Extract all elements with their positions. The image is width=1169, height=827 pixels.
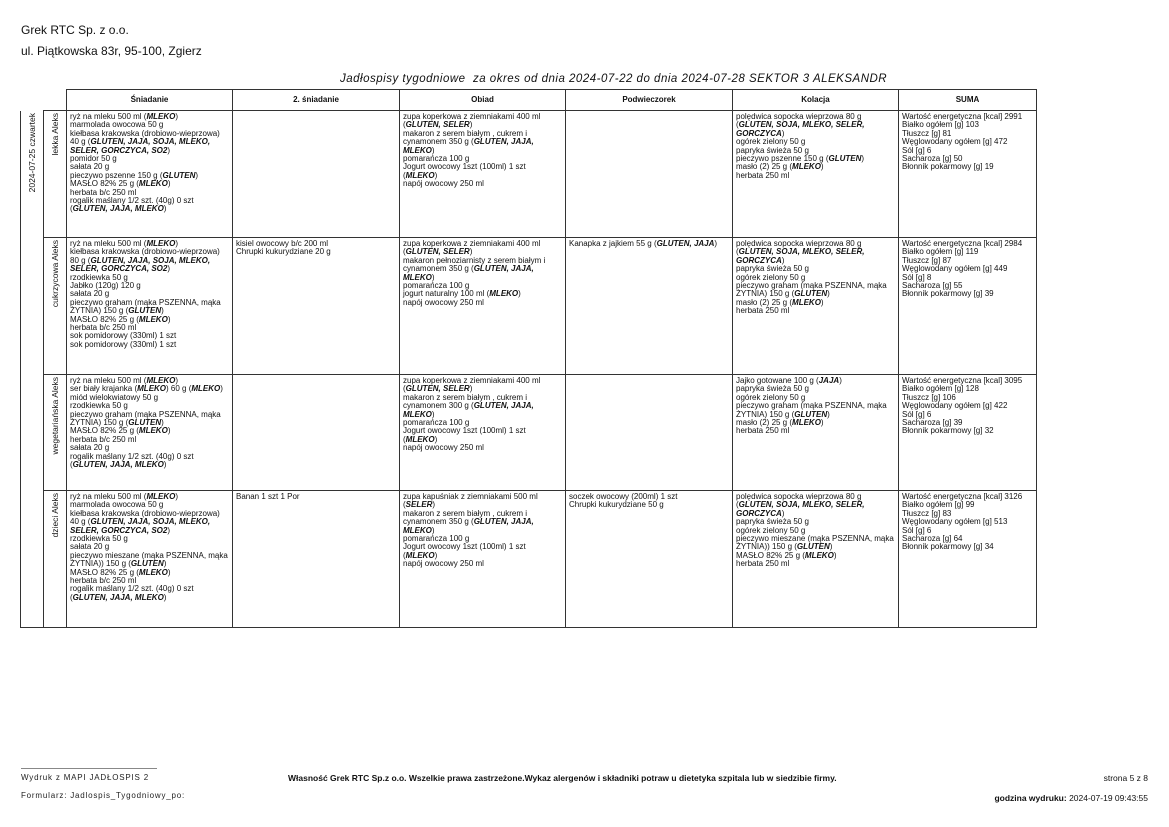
table-row	[21, 375, 1037, 491]
menu-item-line: napój owocowy 250 ml	[403, 443, 484, 453]
meal-cell-2-sniadanie	[233, 238, 400, 375]
menu-item-line: MLEKO)	[403, 525, 435, 535]
menu-item-line: masło (2) 25 g (MLEKO)	[736, 162, 824, 172]
menu-item-line: cynamonem 350 g (GLUTEN, JAJA,	[403, 517, 534, 527]
menu-item-line: ser biały krajanka (MLEKO) 60 g (MLEKO)	[70, 384, 223, 394]
menu-item-line: Tłuszcz [g] 83	[902, 508, 952, 518]
menu-item-line: Wartość energetyczna [kcal] 2984	[902, 239, 1023, 248]
menu-item-line: makaron pełnoziarnisty z serem białym i	[403, 255, 546, 265]
menu-item-line: herbata 250 ml	[736, 306, 790, 316]
menu-item-line: pomarańcza 100 g	[403, 281, 470, 291]
page-title: Jadłospisy tygodniowe za okres od dnia 2024-07-22 do dnia 2024-07-28 SEKTOR 3 ALEKSANDR	[340, 73, 888, 85]
menu-item-line: napój owocowy 250 ml	[403, 297, 484, 307]
diet-cell	[44, 375, 67, 491]
menu-item-line: MLEKO)	[403, 409, 435, 419]
menu-item-line: GORCZYCA)	[736, 128, 785, 138]
menu-item-line: papryka świeża 50 g	[736, 517, 809, 527]
menu-item-line: Chrupki kukurydziane 50 g	[569, 500, 664, 510]
menu-item-line: pomarańcza 100 g	[403, 534, 470, 544]
menu-item-line: GORCZYCA)	[736, 508, 785, 518]
menu-item-line: Sól [g] 6	[902, 525, 932, 535]
diet-cell	[44, 111, 67, 238]
menu-item-line: papryka świeża 50 g	[736, 264, 809, 274]
menu-item-line: Jogurt owocowy 1szt (100ml) 1 szt (MLEKO)	[403, 162, 526, 180]
menu-item-line: marmolada owocowa 50 g	[70, 120, 164, 130]
menu-item-line: Jajko gotowane 100 g (JAJA)	[736, 376, 842, 385]
menu-item-line: rogalik maślany 1/2 szt. (40g) 0 szt	[70, 584, 194, 594]
menu-item-line: herbata 250 ml	[736, 559, 790, 569]
menu-item-line: Białko ogółem [g] 128	[902, 384, 979, 394]
meal-cell-sniadanie	[67, 238, 233, 375]
menu-item-line: Sacharoza [g] 50	[902, 154, 963, 164]
menu-item-line: makaron z serem białym , cukrem i	[403, 128, 528, 138]
meal-cell-kolacja	[733, 238, 899, 375]
meal-cell-kolacja	[733, 111, 899, 238]
menu-item-line: sok pomidorowy (330ml) 1 szt	[70, 339, 177, 349]
menu-item-line: ŻYTNIA) 150 g (GLUTEN)	[736, 409, 830, 419]
menu-item-line: pieczywo graham (mąka PSZENNA, mąka	[70, 297, 221, 307]
menu-item-line: Sacharoza [g] 55	[902, 281, 963, 291]
column-header-kolacja: Kolacja	[733, 90, 899, 111]
menu-item-line: ryż na mleku 500 ml (MLEKO)	[70, 376, 179, 385]
menu-item-line: Węglowodany ogółem [g] 513	[902, 517, 1008, 527]
menu-item-line: Sól [g] 6	[902, 145, 932, 155]
menu-item-line: (GLUTEN, JAJA, MLEKO)	[70, 460, 167, 470]
menu-item-line: miód wielokwiatowy 50 g	[70, 392, 159, 402]
menu-item-line: Kanapka z jajkiem 55 g (GLUTEN, JAJA)	[569, 239, 718, 248]
menu-item-line: MLEKO)	[403, 272, 435, 282]
menu-item-line: kiełbasa krakowska (drobiowo-wieprzowa)	[70, 508, 220, 518]
menu-item-line: (SELER)	[403, 500, 436, 510]
menu-item-line: Sól [g] 6	[902, 409, 932, 419]
menu-item-line: Tłuszcz [g] 81	[902, 128, 952, 138]
menu-item-line: ryż na mleku 500 ml (MLEKO)	[70, 112, 179, 121]
company-address: ul. Piątkowska 83r, 95-100, Zgierz	[21, 44, 202, 58]
menu-item-line: MASŁO 82% 25 g (MLEKO)	[70, 179, 171, 189]
meal-cell-podwieczorek	[566, 238, 733, 375]
menu-item-line: pomarańcza 100 g	[403, 418, 470, 428]
menu-item-line: zupa kapuśniak z ziemniakami 500 ml	[403, 492, 538, 501]
menu-item-line: polędwica sopocka wieprzowa 80 g	[736, 239, 862, 248]
menu-item-line: ogórek zielony 50 g	[736, 137, 806, 147]
menu-item-line: soczek owocowy (200ml) 1 szt	[569, 492, 678, 501]
meal-cell-suma	[899, 238, 1037, 375]
column-header-podwieczorek: Podwieczorek	[566, 90, 733, 111]
menu-item-line: Wartość energetyczna [kcal] 3095	[902, 376, 1023, 385]
page-number: strona 5 z 8	[1103, 773, 1148, 783]
menu-item-line: Sacharoza [g] 64	[902, 534, 963, 544]
meal-cell-podwieczorek	[566, 491, 733, 628]
meal-cell-obiad	[400, 238, 566, 375]
menu-item-line: kiełbasa krakowska (drobiowo-wieprzowa)	[70, 128, 220, 138]
menu-item-line: MASŁO 82% 25 g (MLEKO)	[70, 314, 171, 324]
menu-item-line: napój owocowy 250 ml	[403, 559, 484, 569]
meal-cell-2-sniadanie	[233, 375, 400, 491]
column-header-sniadanie: Śniadanie	[67, 90, 233, 111]
meal-cell-2-sniadanie	[233, 491, 400, 628]
menu-item-line: (GLUTEN, SELER)	[403, 120, 473, 130]
diet-label: dzieci Aleks	[49, 493, 60, 538]
menu-item-line: makaron z serem białym , cukrem i	[403, 392, 528, 402]
footer-form-name: Formularz: Jadlospis_Tygodniowy_po:	[21, 791, 186, 800]
meal-cell-sniadanie	[67, 111, 233, 238]
menu-item-line: ryż na mleku 500 ml (MLEKO)	[70, 492, 179, 501]
menu-item-line: SELER, GORCZYCA, SO2)	[70, 145, 171, 155]
menu-item-line: MASŁO 82% 25 g (MLEKO)	[70, 567, 171, 577]
menu-item-line: herbata b/c 250 ml	[70, 434, 137, 444]
menu-item-line: herbata 250 ml	[736, 426, 790, 436]
menu-item-line: masło (2) 25 g (MLEKO)	[736, 418, 824, 428]
meal-cell-podwieczorek	[566, 375, 733, 491]
menu-item-line: papryka świeża 50 g	[736, 145, 809, 155]
menu-item-line: GORCZYCA)	[736, 255, 785, 265]
meal-cell-suma	[899, 491, 1037, 628]
meal-cell-kolacja	[733, 491, 899, 628]
menu-item-line: Sacharoza [g] 39	[902, 418, 963, 428]
menu-item-line: sałata 20 g	[70, 289, 110, 299]
menu-item-line: Węglowodany ogółem [g] 472	[902, 137, 1008, 147]
menu-item-line: sałata 20 g	[70, 443, 110, 453]
menu-item-line: Sól [g] 8	[902, 272, 932, 282]
table-row	[21, 491, 1037, 628]
menu-item-line: marmolada owocowa 50 g	[70, 500, 164, 510]
menu-item-line: herbata b/c 250 ml	[70, 187, 137, 197]
menu-item-line: SELER, GORCZYCA, SO2)	[70, 525, 171, 535]
menu-item-line: pieczywo graham (mąka PSZENNA, mąka	[736, 281, 887, 291]
menu-item-line: Białko ogółem [g] 99	[902, 500, 975, 510]
menu-item-line: Błonnik pokarmowy [g] 34	[902, 542, 994, 552]
menu-item-line: rzodkiewka 50 g	[70, 401, 128, 411]
menu-item-line: (GLUTEN, JAJA, MLEKO)	[70, 204, 167, 214]
menu-item-line: ryż na mleku 500 ml (MLEKO)	[70, 239, 179, 248]
menu-item-line: pieczywo pszenne 150 g (GLUTEN)	[70, 170, 199, 180]
menu-item-line: jogurt naturalny 100 ml (MLEKO)	[403, 289, 521, 299]
menu-item-line: Banan 1 szt 1 Por	[236, 492, 300, 501]
menu-item-line: rzodkiewka 50 g	[70, 272, 128, 282]
menu-item-line: Tłuszcz [g] 87	[902, 255, 952, 265]
meal-cell-podwieczorek	[566, 111, 733, 238]
menu-item-line: pieczywo mieszane (mąka PSZENNA, mąka	[736, 534, 894, 544]
meal-cell-obiad	[400, 491, 566, 628]
menu-item-line: herbata b/c 250 ml	[70, 576, 137, 586]
menu-item-line: rogalik maślany 1/2 szt. (40g) 0 szt	[70, 196, 194, 206]
footer-ownership-notice: Własność Grek RTC Sp.z o.o. Wszelkie prawa zastrzeżone.Wykaz alergenów i składniki potraw u dietetyka szpitala lub w siedzibie firmy.	[288, 773, 837, 783]
table-row	[21, 238, 1037, 375]
diet-cell	[44, 491, 67, 628]
menu-item-line: ogórek zielony 50 g	[736, 525, 806, 535]
day-cell	[21, 111, 44, 628]
column-header-2-sniadanie: 2. śniadanie	[233, 90, 400, 111]
menu-item-line: ŻYTNIA) 150 g (GLUTEN)	[70, 418, 164, 428]
menu-item-line: Błonnik pokarmowy [g] 32	[902, 426, 994, 436]
menu-item-line: makaron z serem białym , cukrem i	[403, 508, 528, 518]
menu-item-line: zupa koperkowa z ziemniakami 400 ml	[403, 112, 541, 121]
menu-item-line: (GLUTEN, SOJA, MLEKO, SELER,	[736, 120, 865, 130]
menu-item-line: polędwica sopocka wieprzowa 80 g	[736, 492, 862, 501]
menu-item-line: rogalik maślany 1/2 szt. (40g) 0 szt	[70, 451, 194, 461]
menu-item-line: polędwica sopocka wieprzowa 80 g	[736, 112, 862, 121]
menu-item-line: cynamonem 350 g (GLUTEN, JAJA,	[403, 137, 534, 147]
menu-item-line: sok pomidorowy (330ml) 1 szt	[70, 331, 177, 341]
menu-item-line: Węglowodany ogółem [g] 449	[902, 264, 1008, 274]
meal-cell-obiad	[400, 375, 566, 491]
menu-item-line: (GLUTEN, SELER)	[403, 247, 473, 257]
menu-item-line: pieczywo graham (mąka PSZENNA, mąka	[736, 401, 887, 411]
menu-item-line: (GLUTEN, JAJA, MLEKO)	[70, 592, 167, 602]
menu-item-line: herbata 250 ml	[736, 170, 790, 180]
menu-item-line: ŻYTNIA) 150 g (GLUTEN)	[70, 306, 164, 316]
menu-item-line: Błonnik pokarmowy [g] 19	[902, 162, 994, 172]
print-time	[994, 793, 1148, 803]
menu-item-line: 40 g (GLUTEN, JAJA, SOJA, MLEKO,	[70, 137, 211, 147]
diet-label: lekka Aleks	[49, 113, 60, 156]
column-header-obiad: Obiad	[400, 90, 566, 111]
menu-item-line: (GLUTEN, SELER)	[403, 384, 473, 394]
meal-cell-sniadanie	[67, 491, 233, 628]
meal-cell-kolacja	[733, 375, 899, 491]
diet-label: wegetariańska Aleks	[49, 377, 60, 455]
table-row	[21, 111, 1037, 238]
menu-item-line: ogórek zielony 50 g	[736, 392, 806, 402]
menu-item-line: zupa koperkowa z ziemniakami 400 ml	[403, 239, 541, 248]
menu-item-line: rzodkiewka 50 g	[70, 534, 128, 544]
footer-divider	[21, 768, 157, 769]
menu-item-line: Wartość energetyczna [kcal] 3126	[902, 492, 1023, 501]
menu-item-line: sałata 20 g	[70, 542, 110, 552]
column-header-suma: SUMA	[899, 90, 1037, 111]
menu-item-line: Węglowodany ogółem [g] 422	[902, 401, 1008, 411]
menu-item-line: Jogurt owocowy 1szt (100ml) 1 szt (MLEKO)	[403, 426, 526, 444]
menu-item-line: Błonnik pokarmowy [g] 39	[902, 289, 994, 299]
menu-item-line: ŻYTNIA)) 150 g (GLUTEN)	[736, 542, 833, 552]
menu-item-line: zupa koperkowa z ziemniakami 400 ml	[403, 376, 541, 385]
menu-item-line: Jogurt owocowy 1szt (100ml) 1 szt (MLEKO)	[403, 542, 526, 560]
menu-item-line: cynamonem 300 g (GLUTEN, JAJA,	[403, 401, 534, 411]
menu-item-line: Białko ogółem [g] 103	[902, 120, 979, 130]
menu-item-line: ŻYTNIA)) 150 g (GLUTEN)	[70, 559, 167, 569]
menu-item-line: ogórek zielony 50 g	[736, 272, 806, 282]
menu-item-line: Wartość energetyczna [kcal] 2991	[902, 112, 1023, 121]
meal-cell-2-sniadanie	[233, 111, 400, 238]
menu-item-line: (GLUTEN, SOJA, MLEKO, SELER,	[736, 500, 865, 510]
menu-item-line: ŻYTNIA) 150 g (GLUTEN)	[736, 289, 830, 299]
meal-cell-obiad	[400, 111, 566, 238]
diet-cell	[44, 238, 67, 375]
menu-item-line: pieczywo mieszane (mąka PSZENNA, mąka	[70, 550, 228, 560]
meal-cell-suma	[899, 375, 1037, 491]
menu-item-line: kisiel owocowy b/c 200 ml	[236, 239, 329, 248]
menu-item-line: SELER, GORCZYCA, SO2)	[70, 264, 171, 274]
menu-item-line: herbata b/c 250 ml	[70, 323, 137, 333]
menu-item-line: napój owocowy 250 ml	[403, 179, 484, 189]
menu-item-line: MLEKO)	[403, 145, 435, 155]
menu-item-line: (GLUTEN, SOJA, MLEKO, SELER,	[736, 247, 865, 257]
menu-item-line: papryka świeża 50 g	[736, 384, 809, 394]
footer-print-source: Wydruk z MAPI JADŁOSPIS 2	[21, 773, 149, 782]
meal-cell-suma	[899, 111, 1037, 238]
menu-item-line: kiełbasa krakowska (drobiowo-wieprzowa)	[70, 247, 220, 257]
diet-label: cukrzycowa Aleks	[49, 240, 60, 308]
menu-item-line: pomidor 50 g	[70, 154, 117, 164]
menu-item-line: pieczywo graham (mąka PSZENNA, mąka	[70, 409, 221, 419]
menu-item-line: pomarańcza 100 g	[403, 154, 470, 164]
company-name: Grek RTC Sp. z o.o.	[21, 23, 129, 37]
menu-item-line: pieczywo pszenne 150 g (GLUTEN)	[736, 154, 865, 164]
print-time-label: godzina wydruku:	[994, 793, 1067, 803]
menu-item-line: 80 g (GLUTEN, JAJA, SOJA, MLEKO,	[70, 255, 211, 265]
print-time-value: 2024-07-19 09:43:55	[1069, 793, 1148, 803]
menu-item-line: Białko ogółem [g] 119	[902, 247, 979, 257]
menu-item-line: Jabłko (120g) 120 g	[70, 281, 141, 291]
menu-item-line: 40 g (GLUTEN, JAJA, SOJA, MLEKO,	[70, 517, 211, 527]
meal-cell-sniadanie	[67, 375, 233, 491]
menu-item-line: Chrupki kukurydziane 20 g	[236, 247, 331, 257]
menu-item-line: masło (2) 25 g (MLEKO)	[736, 297, 824, 307]
menu-item-line: Tłuszcz [g] 106	[902, 392, 956, 402]
menu-item-line: cynamonem 350 g (GLUTEN, JAJA,	[403, 264, 534, 274]
day-label: 2024-07-25 czwartek	[26, 112, 37, 192]
weekly-menu-table	[20, 89, 1037, 628]
menu-item-line: MASŁO 82% 25 g (MLEKO)	[736, 550, 837, 560]
menu-item-line: MASŁO 82% 25 g (MLEKO)	[70, 426, 171, 436]
menu-item-line: sałata 20 g	[70, 162, 110, 172]
